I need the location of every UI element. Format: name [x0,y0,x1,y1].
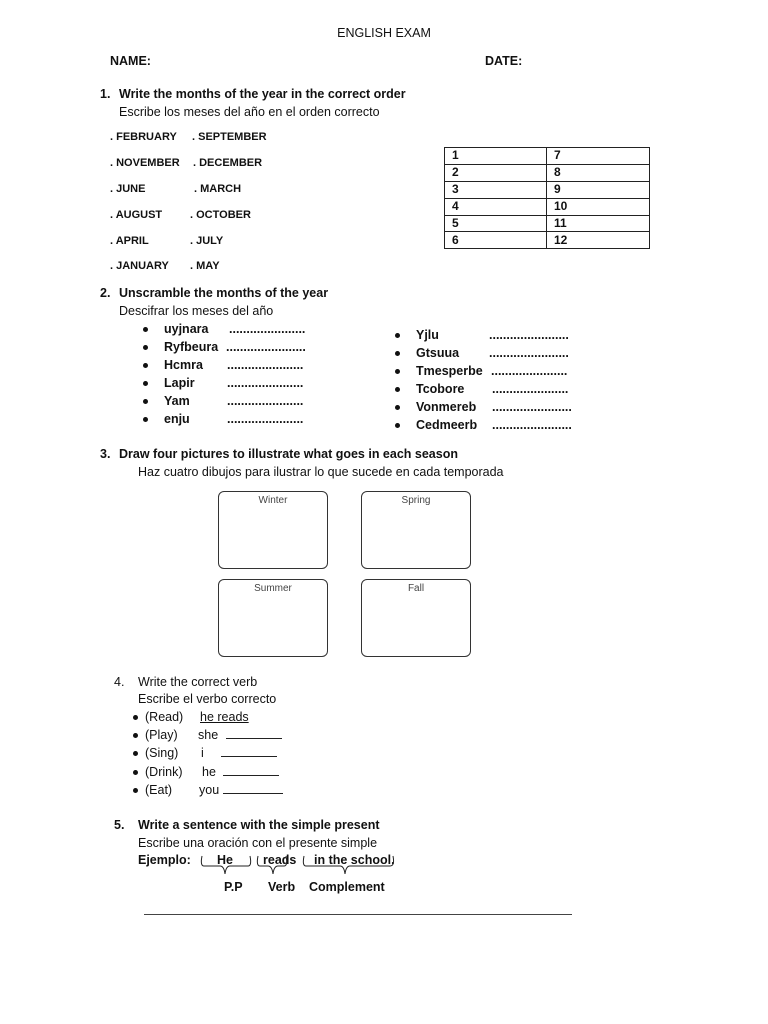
table-cell[interactable]: 7 [547,148,650,165]
season-label: Winter [258,495,288,506]
name-label: NAME: [110,54,151,68]
bullet-icon [395,369,400,374]
bullet-icon [143,381,148,386]
table-row [445,215,650,232]
scramble-item: Ryfbeura [143,340,218,354]
answer-blank[interactable] [226,728,282,739]
bullet-icon [395,333,400,338]
answer-dots[interactable]: ....................... [489,328,569,342]
example-subject: He [217,853,233,867]
answer-dots[interactable]: ....................... [489,346,569,360]
verb-subject: she [198,728,282,742]
month-item: . JULY [190,235,224,247]
table-cell[interactable]: 2 [445,164,547,181]
date-label: DATE: [485,54,523,68]
q2-instruction: Unscramble the months of the year [119,286,329,300]
table-cell[interactable]: 8 [547,164,650,181]
answer-dots[interactable]: ...................... [227,358,304,372]
bullet-icon [143,399,148,404]
q3-instruction: Draw four pictures to illustrate what goes in each season [119,447,458,461]
answer-dots[interactable]: ....................... [492,418,572,432]
answer-dots[interactable]: ...................... [229,322,306,336]
answer-dots[interactable]: ...................... [491,364,568,378]
example-label: Ejemplo: [138,853,191,867]
bullet-icon [395,387,400,392]
bullet-icon [133,751,138,756]
verb-subject: you [199,783,283,797]
q1-instruction-es: Escribe los meses del año en el orden correcto [119,105,380,119]
q4-instruction-es: Escribe el verbo correcto [138,692,277,706]
verb-subject: he [202,765,279,779]
q1-instruction: Write the months of the year in the correct order [119,87,406,101]
q3-instruction-es: Haz cuatro dibujos para ilustrar lo que sucede en cada temporada [138,465,504,479]
scramble-item: uyjnara [143,322,208,336]
month-item: . OCTOBER [190,209,251,221]
table-row [445,198,650,215]
month-item: . SEPTEMBER [192,131,267,143]
brace-annotations [190,850,410,882]
q5-number: 5. [114,818,125,832]
month-item: . APRIL [110,235,149,247]
bullet-icon [395,351,400,356]
q5-instruction-es: Escribe una oración con el presente simple [138,836,378,850]
verb-item: (Sing) [133,746,178,760]
table-cell[interactable]: 6 [445,232,547,249]
month-item: . JUNE [110,183,146,195]
month-item: . MARCH [194,183,242,195]
table-cell[interactable]: 3 [445,181,547,198]
answer-dots[interactable]: ...................... [227,412,304,426]
verb-item: (Play) [133,728,178,742]
scramble-item: Yjlu [395,328,439,342]
verb-subject: i [201,746,277,760]
answer-blank[interactable] [221,746,277,757]
bullet-icon [395,405,400,410]
table-cell[interactable]: 12 [547,232,650,249]
label-pp: P.P [224,880,243,894]
table-row [445,148,650,165]
answer-dots[interactable]: ...................... [227,394,304,408]
table-row [445,232,650,249]
scramble-item: Cedmeerb [395,418,477,432]
table-cell[interactable]: 10 [547,198,650,215]
scramble-item: Gtsuua [395,346,459,360]
bullet-icon [143,345,148,350]
verb-item: (Eat) [133,783,172,797]
season-box-winter[interactable] [218,491,328,569]
example-complement: in the school. [314,853,395,867]
exam-title: ENGLISH EXAM [337,26,431,40]
season-box-spring[interactable] [361,491,471,569]
season-label: Summer [254,583,292,594]
bullet-icon [133,715,138,720]
answer-blank[interactable] [223,765,279,776]
season-label: Spring [401,495,431,506]
table-row [445,181,650,198]
season-box-fall[interactable] [361,579,471,657]
month-item: . AUGUST [110,209,163,221]
scramble-item: Yam [143,394,190,408]
month-item: . JANUARY [110,260,169,272]
q3-number: 3. [100,447,111,461]
verb-example-answer: he reads [200,710,249,724]
q2-instruction-es: Descifrar los meses del año [119,304,274,318]
table-cell[interactable]: 4 [445,198,547,215]
bullet-icon [395,423,400,428]
label-complement: Complement [309,880,385,894]
month-item: . DECEMBER [193,157,263,169]
bullet-icon [143,327,148,332]
month-item: . NOVEMBER [110,157,180,169]
scramble-item: enju [143,412,190,426]
month-item: . MAY [190,260,220,272]
order-table [444,147,650,249]
scramble-item: Tcobore [395,382,464,396]
table-cell[interactable]: 9 [547,181,650,198]
scramble-item: Lapir [143,376,195,390]
table-cell[interactable]: 5 [445,215,547,232]
q4-instruction: Write the correct verb [138,675,258,689]
q4-number: 4. [114,675,125,689]
table-row [445,164,650,181]
scramble-item: Vonmereb [395,400,476,414]
answer-blank[interactable] [223,783,283,794]
season-label: Fall [407,583,425,594]
bullet-icon [143,417,148,422]
answer-line[interactable] [144,914,572,915]
answer-dots[interactable]: ....................... [226,340,306,354]
answer-dots[interactable]: ...................... [492,382,569,396]
q2-number: 2. [100,286,111,300]
q5-instruction: Write a sentence with the simple present [138,818,380,832]
season-box-summer[interactable] [218,579,328,657]
bullet-icon [133,770,138,775]
bullet-icon [143,363,148,368]
q1-number: 1. [100,87,111,101]
answer-dots[interactable]: ....................... [492,400,572,414]
label-verb: Verb [268,880,296,894]
example-verb: reads [263,853,297,867]
verb-item: (Drink) [133,765,183,779]
verb-item: (Read) [133,710,183,724]
scramble-item: Hcmra [143,358,203,372]
scramble-item: Tmesperbe [395,364,483,378]
table-cell[interactable]: 11 [547,215,650,232]
answer-dots[interactable]: ...................... [227,376,304,390]
table-cell[interactable]: 1 [445,148,547,165]
month-item: . FEBRUARY [110,131,177,143]
bullet-icon [133,788,138,793]
bullet-icon [133,733,138,738]
